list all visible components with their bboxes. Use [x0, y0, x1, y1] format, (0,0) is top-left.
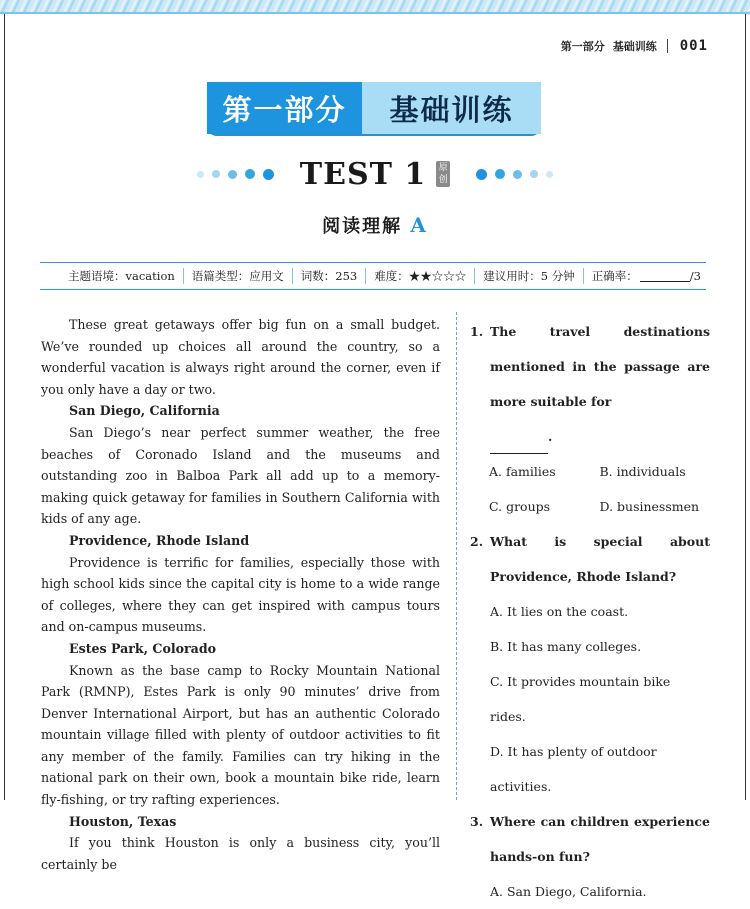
passage-heading: Houston, Texas [69, 813, 177, 829]
question-1-options-row [470, 489, 710, 524]
question-number: 2. [470, 534, 484, 549]
test-title-row [0, 152, 750, 196]
badge-char-2: 创 [438, 175, 448, 185]
question-text: The travel destinations mentioned in the passage are more suitable for [490, 324, 710, 409]
passage-paragraph: Providence is terrific for families, especially those with high school kids since the capital city is home to a wide range of colleges, where they can get inspired with campus tours and on-campus museums. [41, 554, 440, 635]
page-number: 001 [679, 38, 708, 54]
question-text: What is special about Providence, Rhode Island? [490, 534, 710, 584]
info-accuracy [584, 268, 709, 284]
passage-paragraph: San Diego’s near perfect summer weather, the free beaches of Coronado Island and the museums and outstanding zoo in Balboa Park all add up to a memory-making quick getaway for families in Southern California with kids of any age. [41, 424, 440, 527]
question-text: Where can children experience hands-on fun? [490, 814, 710, 864]
reading-passage [41, 314, 440, 875]
option-a[interactable]: A. families [489, 464, 556, 479]
info-genre: 语篇类型：应用文 [184, 268, 293, 284]
section-title-text: 阅读理解 [322, 216, 403, 237]
option-d[interactable]: D. It has plenty of outdoor activities. [490, 744, 657, 794]
running-head-divider [667, 39, 668, 53]
passage-intro: These great getaways offer big fun on a small budget. We’ve rounded up choices all around the country, so a wonderful vacation is always right around the corner, even if you only have a day or two. [41, 317, 440, 397]
info-bar [40, 262, 706, 290]
accuracy-label: 正确率： [591, 269, 638, 283]
questions-column [470, 314, 710, 909]
section-letter: A [410, 213, 428, 237]
test-title: TEST 1 [299, 156, 427, 192]
running-head [561, 38, 708, 54]
option-c[interactable]: C. groups [489, 499, 551, 514]
passage-paragraph: Known as the base camp to Rocky Mountain National Park (RMNP), Estes Park is only 90 minutes’ drive from Denver International Airport, but has an authentic Colorado mountain village filled with plenty of outdoor activities to fit any member of the family. Families can try hiking in the national park on their own, book a mountain bike ride, learn fly-fishing, or try rafting experiences. [41, 662, 440, 808]
question-2-stem [470, 524, 710, 594]
question-3-stem [470, 804, 710, 874]
info-difficulty: 难度：★★☆☆☆ [366, 268, 475, 284]
option-b[interactable]: B. individuals [599, 464, 686, 479]
passage-heading: San Diego, California [69, 403, 220, 419]
option-b[interactable]: B. It has many colleges. [490, 639, 642, 654]
running-head-section: 第一部分 [560, 40, 605, 53]
info-suggested-time: 建议用时：5 分钟 [475, 268, 583, 284]
left-dots-decoration [193, 169, 278, 180]
passage-heading: Estes Park, Colorado [69, 640, 217, 656]
column-divider [456, 312, 457, 800]
answer-blank[interactable] [490, 440, 548, 454]
question-tail: . [548, 429, 553, 444]
passage-paragraph: If you think Houston is only a business city, you’ll certainly be [41, 835, 440, 872]
option-c[interactable]: C. It provides mountain bike rides. [490, 674, 671, 724]
top-decorative-banner [0, 0, 750, 14]
info-word-count: 词数：253 [293, 268, 366, 284]
original-badge [436, 161, 450, 187]
option-a[interactable]: A. San Diego, California. [490, 884, 647, 899]
question-number: 3. [470, 814, 484, 829]
section-title [0, 212, 750, 238]
running-head-chapter: 基础训练 [612, 40, 657, 53]
info-theme: 主题语境：vacation [40, 268, 184, 284]
badge-char-1: 原 [438, 163, 448, 173]
accuracy-suffix: /3 [689, 269, 701, 283]
option-a[interactable]: A. It lies on the coast. [490, 604, 629, 619]
passage-heading: Providence, Rhode Island [69, 532, 250, 548]
question-number: 1. [470, 324, 484, 339]
part-label: 第一部分 [207, 82, 362, 134]
question-1-options-row [470, 454, 710, 489]
part-title: 基础训练 [362, 82, 541, 134]
right-dots-decoration [472, 169, 557, 180]
question-1-stem [470, 314, 710, 454]
part-banner [207, 82, 541, 134]
accuracy-blank[interactable] [640, 270, 690, 282]
option-d[interactable]: D. businessmen [599, 499, 700, 514]
